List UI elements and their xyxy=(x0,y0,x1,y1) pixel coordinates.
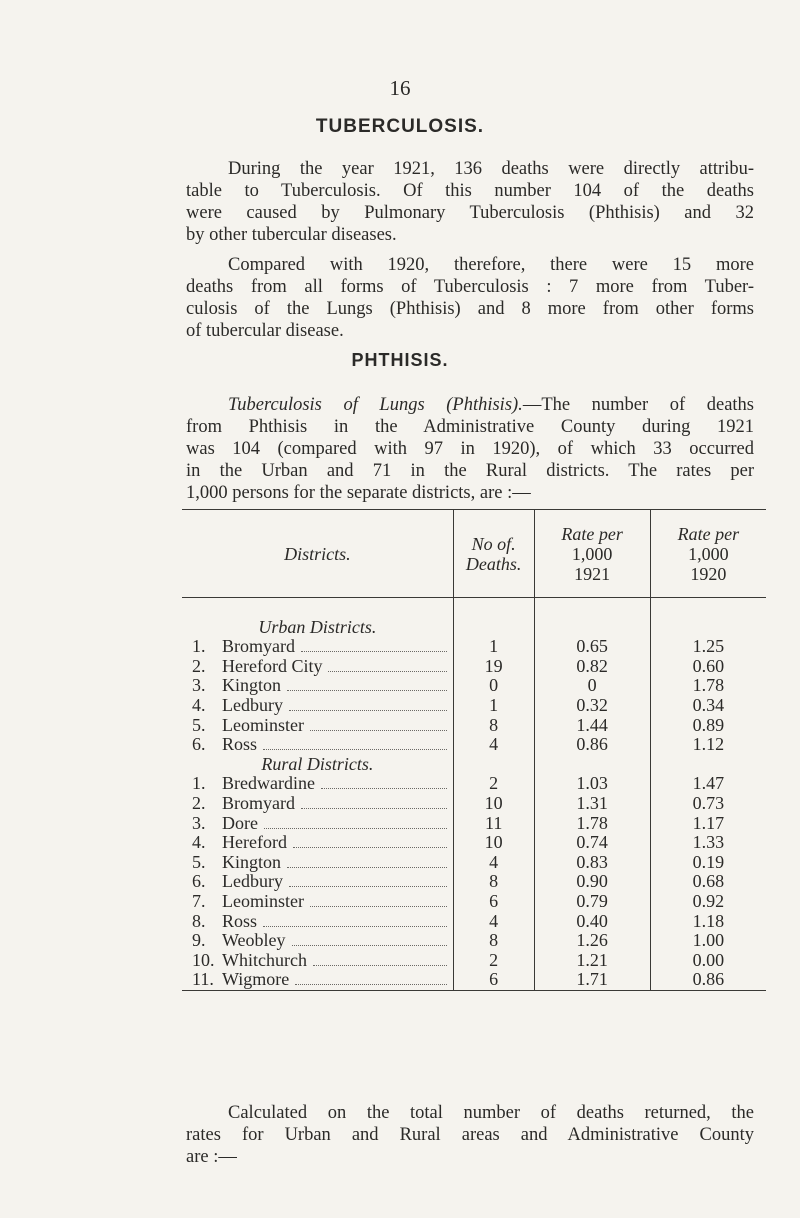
deaths-cell: 8 xyxy=(453,872,534,892)
district-number: 6. xyxy=(192,871,206,892)
deaths-cell: 6 xyxy=(453,892,534,912)
text-line: of tubercular disease. xyxy=(186,321,344,341)
deaths-cell: 0 xyxy=(453,676,534,696)
text-line: were caused by Pulmonary Tuberculosis (Phthisis) and 32 xyxy=(186,203,754,223)
rate-1921-cell: 1.03 xyxy=(534,774,650,794)
text-line: rates for Urban and Rural areas and Administrative County xyxy=(186,1125,754,1145)
rate-1921-cell: 1.31 xyxy=(534,794,650,814)
table-row xyxy=(182,814,766,834)
text-line: in the Urban and 71 in the Rural districts. The rates per xyxy=(186,461,754,481)
deaths-cell: 1 xyxy=(453,637,534,657)
rate-1921-cell: 0.86 xyxy=(534,735,650,755)
district-number: 5. xyxy=(192,714,206,735)
subsection-title: PHTHISIS. xyxy=(351,350,449,370)
district-cell xyxy=(182,814,453,834)
dot-leader xyxy=(310,718,447,731)
district-cell xyxy=(182,637,453,657)
district-name: Bromyard xyxy=(222,636,295,657)
district-number: 4. xyxy=(192,694,206,715)
dot-leader xyxy=(287,855,447,868)
district-cell xyxy=(182,833,453,853)
rate-1920-cell: 1.25 xyxy=(650,637,766,657)
rate-1921-cell: 1.71 xyxy=(534,970,650,990)
table-row xyxy=(182,676,766,696)
rate-1920-cell: 1.00 xyxy=(650,931,766,951)
district-number: 4. xyxy=(192,832,206,853)
district-number: 10. xyxy=(192,949,215,970)
district-cell xyxy=(182,774,453,794)
rate-1921-cell: 0.65 xyxy=(534,637,650,657)
table-row xyxy=(182,794,766,814)
rural-section-label: Rural Districts. xyxy=(261,753,374,774)
rate-1920-cell: 1.78 xyxy=(650,676,766,696)
table-row xyxy=(182,853,766,873)
rural-section-row xyxy=(182,755,766,775)
district-number: 5. xyxy=(192,851,206,872)
district-number: 1. xyxy=(192,636,206,657)
deaths-cell: 8 xyxy=(453,716,534,736)
deaths-cell: 2 xyxy=(453,951,534,971)
header-rate-1920: Rate per 1,000 1920 xyxy=(650,510,766,598)
rate-1920-cell: 0.19 xyxy=(650,853,766,873)
table-header-row xyxy=(182,510,766,598)
district-name: Wigmore xyxy=(222,969,290,990)
dot-leader xyxy=(263,737,447,750)
deaths-cell: 19 xyxy=(453,657,534,677)
district-name: Leominster xyxy=(222,714,304,735)
table-row xyxy=(182,774,766,794)
rate-1921-cell: 0.40 xyxy=(534,912,650,932)
table-row xyxy=(182,912,766,932)
district-number: 7. xyxy=(192,890,206,911)
dot-leader xyxy=(263,914,447,927)
table-row xyxy=(182,696,766,716)
rate-1921-cell: 0.90 xyxy=(534,872,650,892)
header-deaths: No of. Deaths. xyxy=(453,510,534,598)
rate-1920-cell: 0.60 xyxy=(650,657,766,677)
rate-1921-cell: 0.79 xyxy=(534,892,650,912)
dot-leader xyxy=(289,874,447,887)
text-line: are :— xyxy=(186,1147,237,1167)
dot-leader xyxy=(264,816,447,829)
district-name: Ross xyxy=(222,734,258,755)
table-row xyxy=(182,637,766,657)
rate-1920-cell: 0.34 xyxy=(650,696,766,716)
rate-1920-cell: 0.86 xyxy=(650,970,766,990)
district-cell xyxy=(182,912,453,932)
rate-1920-cell: 0.92 xyxy=(650,892,766,912)
district-cell xyxy=(182,696,453,716)
dot-leader xyxy=(289,698,447,711)
dot-leader xyxy=(310,894,447,907)
text-line: deaths from all forms of Tuberculosis : 7 more from Tuber- xyxy=(186,277,754,297)
dot-leader xyxy=(328,659,446,672)
district-cell xyxy=(182,794,453,814)
rate-1920-cell: 0.89 xyxy=(650,716,766,736)
district-name: Hereford City xyxy=(222,655,323,676)
district-name: Ross xyxy=(222,910,258,931)
phthisis-rates-table xyxy=(182,509,766,991)
deaths-cell: 6 xyxy=(453,970,534,990)
dot-leader xyxy=(287,678,447,691)
table-row xyxy=(182,716,766,736)
table-row xyxy=(182,872,766,892)
district-number: 11. xyxy=(192,969,214,990)
rate-1920-cell: 1.47 xyxy=(650,774,766,794)
header-districts: Districts. xyxy=(284,543,351,564)
district-name: Bromyard xyxy=(222,792,295,813)
deaths-cell: 10 xyxy=(453,833,534,853)
rate-1921-cell: 0.82 xyxy=(534,657,650,677)
district-cell xyxy=(182,853,453,873)
section-title: TUBERCULOSIS. xyxy=(315,116,485,137)
district-name: Whitchurch xyxy=(222,949,307,970)
dot-leader xyxy=(301,796,447,809)
rate-1920-cell: 1.17 xyxy=(650,814,766,834)
district-name: Bredwardine xyxy=(222,773,315,794)
district-name: Ledbury xyxy=(222,871,283,892)
urban-section-row xyxy=(182,618,766,638)
dot-leader xyxy=(293,835,447,848)
dot-leader xyxy=(292,933,447,946)
rate-1920-cell: 1.12 xyxy=(650,735,766,755)
dot-leader xyxy=(301,639,447,652)
text-line: During the year 1921, 136 deaths were directly attribu- xyxy=(228,159,754,179)
table-row xyxy=(182,931,766,951)
text-line: from Phthisis in the Administrative County during 1921 xyxy=(186,417,754,437)
rate-1921-cell: 1.78 xyxy=(534,814,650,834)
paragraph-intro xyxy=(186,158,754,246)
rate-1921-cell: 0.74 xyxy=(534,833,650,853)
rate-1920-cell: 1.33 xyxy=(650,833,766,853)
rate-1920-cell: 0.68 xyxy=(650,872,766,892)
district-number: 9. xyxy=(192,930,206,951)
paragraph-phthisis xyxy=(186,394,754,504)
header-rate-1921: Rate per 1,000 1921 xyxy=(534,510,650,598)
table-row xyxy=(182,833,766,853)
page-number: 16 xyxy=(389,76,411,100)
district-name: Kington xyxy=(222,851,282,872)
text-line: Compared with 1920, therefore, there were 15 more xyxy=(228,255,754,275)
district-number: 3. xyxy=(192,812,206,833)
district-number: 1. xyxy=(192,773,206,794)
paragraph-comparison xyxy=(186,254,754,342)
district-number: 2. xyxy=(192,655,206,676)
district-cell xyxy=(182,970,453,990)
deaths-cell: 10 xyxy=(453,794,534,814)
rate-1921-cell: 0.32 xyxy=(534,696,650,716)
text-line: Calculated on the total number of deaths returned, the xyxy=(228,1103,754,1123)
text-line: culosis of the Lungs (Phthisis) and 8 more from other forms xyxy=(186,299,754,319)
table-row xyxy=(182,735,766,755)
district-name: Leominster xyxy=(222,890,304,911)
paragraph-calculated xyxy=(186,1102,754,1168)
district-number: 3. xyxy=(192,675,206,696)
text-line: was 104 (compared with 97 in 1920), of which 33 occurred xyxy=(186,439,754,459)
district-name: Ledbury xyxy=(222,694,283,715)
district-cell xyxy=(182,951,453,971)
rate-1920-cell: 1.18 xyxy=(650,912,766,932)
table-row xyxy=(182,951,766,971)
dot-leader xyxy=(313,953,447,966)
rate-1920-cell: 0.00 xyxy=(650,951,766,971)
dot-leader xyxy=(321,776,447,789)
table-row xyxy=(182,657,766,677)
district-cell xyxy=(182,931,453,951)
table-row xyxy=(182,892,766,912)
district-number: 2. xyxy=(192,792,206,813)
urban-section-label: Urban Districts. xyxy=(258,616,377,637)
district-cell xyxy=(182,716,453,736)
text-line: table to Tuberculosis. Of this number 104 of the deaths xyxy=(186,181,754,201)
district-name: Kington xyxy=(222,675,282,696)
district-cell xyxy=(182,872,453,892)
rate-1921-cell: 1.26 xyxy=(534,931,650,951)
text-line: by other tubercular diseases. xyxy=(186,225,397,245)
dot-leader xyxy=(295,972,447,985)
deaths-cell: 8 xyxy=(453,931,534,951)
district-name: Dore xyxy=(222,812,258,833)
rate-1920-cell: 0.73 xyxy=(650,794,766,814)
rate-1921-cell: 0.83 xyxy=(534,853,650,873)
deaths-cell: 4 xyxy=(453,912,534,932)
district-name: Weobley xyxy=(222,930,286,951)
district-number: 6. xyxy=(192,734,206,755)
rate-1921-cell: 1.21 xyxy=(534,951,650,971)
deaths-cell: 1 xyxy=(453,696,534,716)
text-line: 1,000 persons for the separate districts, are :— xyxy=(186,483,531,503)
district-cell xyxy=(182,676,453,696)
district-cell xyxy=(182,892,453,912)
text-line: Tuberculosis of Lungs (Phthisis).—The number of deaths xyxy=(228,395,754,415)
deaths-cell: 11 xyxy=(453,814,534,834)
district-name: Hereford xyxy=(222,832,287,853)
table-row xyxy=(182,970,766,990)
district-cell xyxy=(182,657,453,677)
rate-1921-cell: 1.44 xyxy=(534,716,650,736)
deaths-cell: 2 xyxy=(453,774,534,794)
district-number: 8. xyxy=(192,910,206,931)
district-cell xyxy=(182,735,453,755)
deaths-cell: 4 xyxy=(453,853,534,873)
rate-1921-cell: 0 xyxy=(534,676,650,696)
deaths-cell: 4 xyxy=(453,735,534,755)
